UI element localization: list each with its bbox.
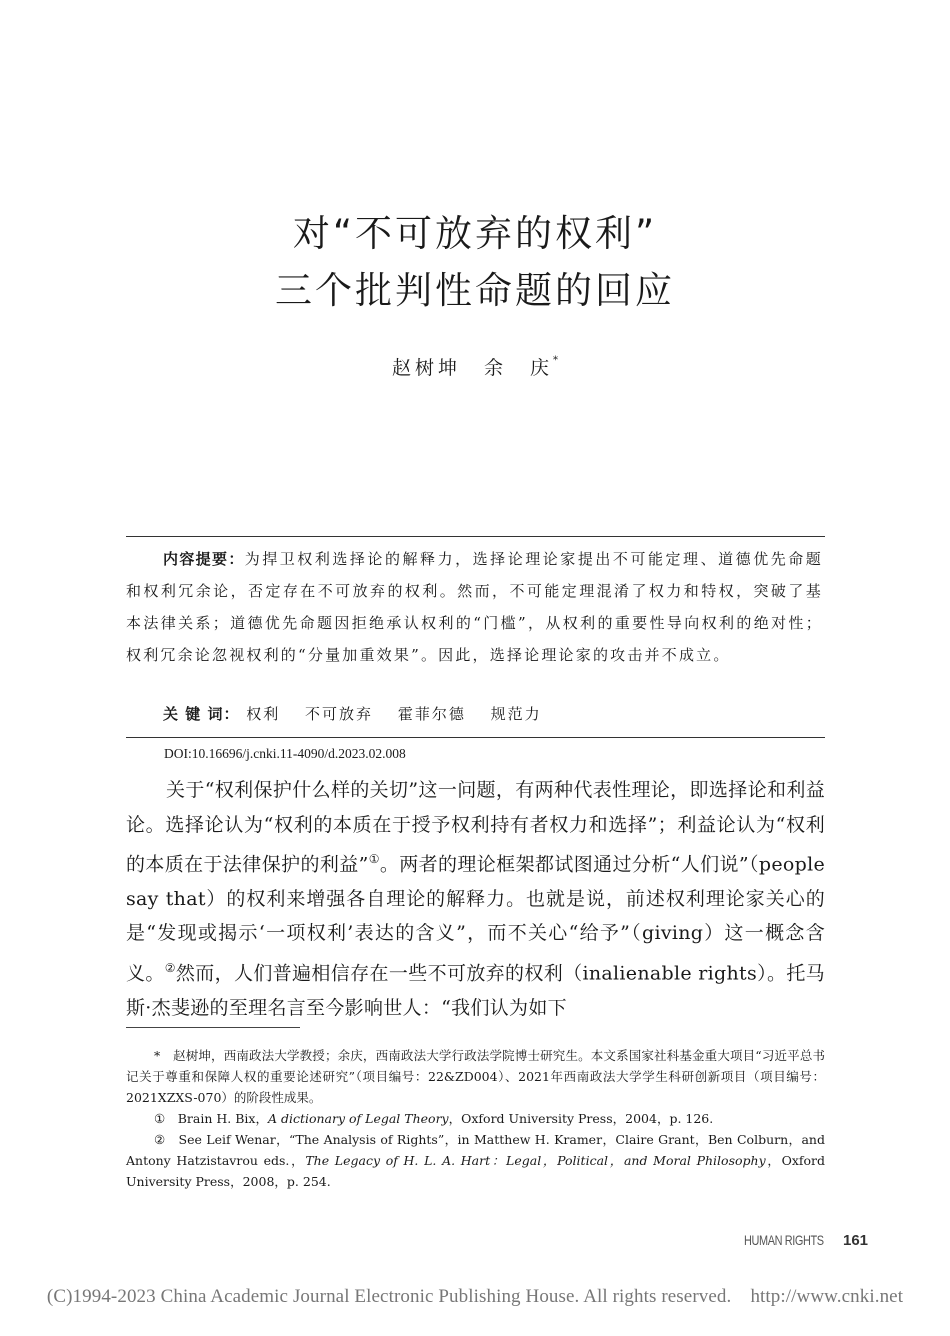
footnote-1	[126, 1108, 825, 1129]
footnote-book-title: A dictionary of Legal Theory	[267, 1111, 449, 1126]
article-title-line-1: 对“不可放弃的权利”	[292, 212, 658, 255]
keyword: 规范力	[490, 705, 542, 723]
author-names: 赵树坤 余 庆	[391, 357, 553, 379]
abstract	[126, 543, 823, 671]
footnote-text: ，Oxford University Press，2008，p. 254.	[126, 1153, 826, 1189]
article-title-line-2: 三个批判性命题的回应	[275, 269, 675, 312]
keyword: 不可放弃	[305, 705, 374, 723]
footnote-mark: ①	[154, 1111, 166, 1126]
footnote-mark: *	[154, 1048, 161, 1063]
keywords-label: 关 键 词：	[163, 705, 240, 723]
footnote-author	[126, 1045, 825, 1108]
footnote-ref-1[interactable]: ①	[368, 852, 380, 866]
abstract-bottom-rule	[126, 737, 825, 738]
body-text: 然而，人们普遍相信存在一些不可放弃的权利（inalienable rights）。托马斯·杰斐逊的至理名言至今影响世人：“我们认为如下	[126, 962, 825, 1019]
footnote-book-title: The Legacy of H. L. A. Hart：Legal，Political，and Moral Philosophy	[305, 1153, 766, 1168]
footnote-mark: ②	[154, 1132, 166, 1147]
authors	[0, 353, 950, 380]
abstract-text: 为捍卫权利选择论的解释力，选择论理论家提出不可能定理、道德优先命题和权利冗余论，否定存在不可放弃的权利。然而，不可能定理混淆了权力和特权，突破了基本法律关系；道德优先命题因拒绝承认权利的“门槛”，从权利的重要性导向权利的绝对性；权利冗余论忽视权利的“分量加重效果”。因此，选择论理论家的攻击并不成立。	[126, 550, 823, 664]
page-number: 161	[843, 1232, 869, 1249]
copyright-watermark: (C)1994-2023 China Academic Journal Electronic Publishing House. All rights reserved. http://www.cnki.net	[46, 1286, 904, 1307]
body-text: 关于“权利保护什么样的关切”这一问题，有两种代表性理论，即选择论和利益论。选择论认为“权利的本质在于授予权利持有者权力和选择”；利益论认为“权利的本质在于法律保护的利益”	[126, 779, 825, 876]
footnote-ref-2[interactable]: ②	[164, 960, 176, 975]
abstract-label: 内容提要：	[163, 550, 245, 568]
footnote-text: ，Oxford University Press，2004，p. 126.	[448, 1111, 714, 1126]
keyword: 霍菲尔德	[397, 705, 466, 723]
footnote-text: 赵树坤，西南政法大学教授；余庆，西南政法大学行政法学院博士研究生。本文系国家社科基金重大项目“习近平总书记关于尊重和保障人权的重要论述研究”（项目编号：22&ZD004）、2021年西南政法大学学生科研创新项目（项目编号：2021XZXS-070）的阶段性成果。	[126, 1048, 825, 1105]
doi[interactable]: DOI:10.16696/j.cnki.11-4090/d.2023.02.008	[164, 746, 406, 761]
journal-name: HUMAN RIGHTS	[744, 1232, 824, 1248]
footnote-2	[126, 1129, 825, 1192]
abstract-top-rule	[126, 536, 825, 537]
footnotes	[126, 1045, 825, 1192]
keywords	[163, 703, 560, 724]
footnote-text: See Leif Wenar，“The Analysis of Rights”，in Matthew H. Kramer，Claire Grant，Ben Colburn，and Antony Hatzistavrou eds.，	[126, 1132, 825, 1168]
body-text: 。两者的理论框架都试图通过分析“人们说”（people say that）的权利来增强各自理论的解释力。也就是说，前述权利理论家关心的是“发现或揭示‘一项权利’表达的含义”，而不关心“给予”（giving）这一概念含义。	[126, 853, 826, 985]
footnote-rule	[126, 1027, 300, 1028]
footnote-text: Brain H. Bix，	[177, 1111, 268, 1126]
keyword: 权利	[246, 705, 281, 723]
body-paragraph	[126, 773, 825, 1025]
author-footnote-mark: *	[553, 354, 558, 366]
